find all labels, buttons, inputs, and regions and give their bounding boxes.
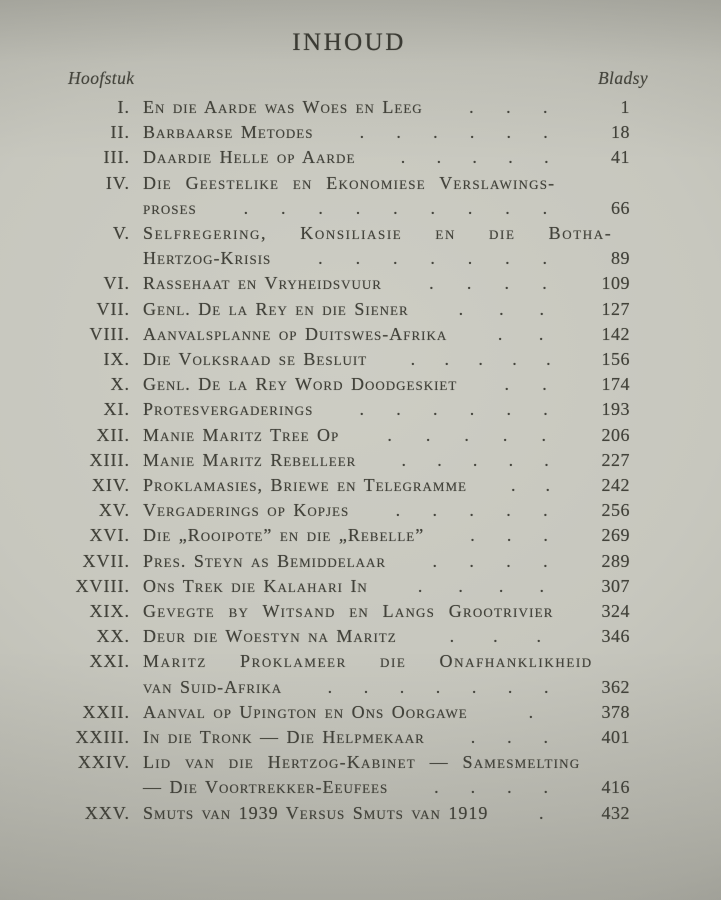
toc-row xyxy=(68,120,630,145)
chapter-title-text: Barbaarse Metodes xyxy=(143,122,314,143)
chapter-entry xyxy=(143,624,630,649)
chapter-numeral: III. xyxy=(103,147,130,168)
column-headers xyxy=(68,68,648,89)
page-number: 1 xyxy=(620,97,630,117)
page-number: 174 xyxy=(601,374,630,395)
dot-leader: . . . xyxy=(469,97,548,117)
toc-line xyxy=(143,599,630,624)
dot-leader: . . . . . xyxy=(400,147,549,168)
chapter-numeral: XV. xyxy=(98,500,130,521)
chapter-numeral: I. xyxy=(117,97,130,117)
chapter-title-text: proses xyxy=(143,197,197,218)
chapter-entry xyxy=(143,599,630,624)
page-number: 206 xyxy=(601,424,630,445)
toc-row xyxy=(68,372,630,397)
chapter-entry xyxy=(143,801,630,826)
chapter-title-text: Manie Maritz Tree Op xyxy=(143,424,340,445)
toc xyxy=(68,95,630,826)
chapter-entry xyxy=(143,347,630,372)
toc-row xyxy=(68,448,630,473)
toc-line xyxy=(143,196,630,221)
toc-line xyxy=(143,675,630,700)
toc-row xyxy=(68,347,630,372)
chapter-entry xyxy=(143,221,630,271)
page-number: 416 xyxy=(601,777,630,798)
toc-row xyxy=(68,498,630,523)
toc-line xyxy=(143,423,630,448)
dot-leader: . . . . . . . . . xyxy=(243,197,548,218)
dot-leader: . xyxy=(528,701,534,722)
page-number: 89 xyxy=(611,248,630,269)
chapter-title-text: Genl. De la Rey en die Siener xyxy=(143,298,409,319)
dot-leader: . . . xyxy=(458,298,545,319)
toc-line xyxy=(143,95,630,120)
page-number: 401 xyxy=(601,726,630,747)
toc-line xyxy=(143,624,630,649)
chapter-title-text: Aanval op Upington en Ons Oorgawe xyxy=(143,701,468,722)
toc-line xyxy=(143,120,630,145)
dot-leader: . . . . xyxy=(432,550,548,571)
chapter-title-text: Die Geestelike en Ekonomiese Verslawings- xyxy=(143,172,556,193)
chapter-entry xyxy=(143,725,630,750)
chapter-entry xyxy=(143,145,630,170)
chapter-numeral: XI. xyxy=(103,399,130,420)
chapter-numeral: XIII. xyxy=(89,449,130,470)
toc-line xyxy=(143,775,630,800)
chapter-title-text: Pres. Steyn as Bemiddelaar xyxy=(143,550,387,571)
page-number: 324 xyxy=(601,601,630,621)
toc-line xyxy=(143,574,630,599)
dot-leader: . . . . xyxy=(417,575,544,596)
toc-row xyxy=(68,473,630,498)
chapter-numeral: XVI. xyxy=(89,525,130,546)
page-number: 18 xyxy=(611,122,630,143)
chapter-title-text: Deur die Woestyn na Maritz xyxy=(143,626,397,647)
dot-leader: . . . . . xyxy=(410,348,551,369)
chapter-entry xyxy=(143,649,630,699)
page-number: 346 xyxy=(601,626,630,647)
chapter-title-text: van Suid-Afrika xyxy=(143,676,283,697)
page-number: 127 xyxy=(601,298,630,319)
page-number: 227 xyxy=(601,449,630,470)
chapter-title-text: — Die Voortrekker-Eeufees xyxy=(143,777,389,798)
chapter-numeral: XVIII. xyxy=(75,575,130,596)
chapter-entry xyxy=(143,574,630,599)
toc-line xyxy=(143,649,630,674)
toc-line xyxy=(143,322,630,347)
page-number: 156 xyxy=(601,348,630,369)
page-number: 193 xyxy=(601,399,630,420)
toc-row xyxy=(68,95,630,120)
chapter-entry xyxy=(143,95,630,120)
toc-row xyxy=(68,574,630,599)
toc-line xyxy=(143,347,630,372)
page-number: 378 xyxy=(601,701,630,722)
toc-line xyxy=(143,700,630,725)
toc-row xyxy=(68,171,630,221)
toc-row xyxy=(68,649,630,699)
column-header-chapter: Hoofstuk xyxy=(68,68,135,88)
chapter-entry xyxy=(143,322,630,347)
chapter-title-text: Protesvergaderings xyxy=(143,399,314,420)
toc-line xyxy=(143,523,630,548)
chapter-numeral: X. xyxy=(110,374,130,395)
chapter-title-text: Lid van die Hertzog-Kabinet — Samesmelting xyxy=(143,752,581,773)
chapter-title-text: Maritz Proklameer die Onafhanklikheid xyxy=(143,651,593,672)
toc-line xyxy=(143,171,630,196)
chapter-title-text: Ons Trek die Kalahari In xyxy=(143,575,368,596)
toc-row xyxy=(68,297,630,322)
page-number: 41 xyxy=(611,147,630,168)
page-title: INHOUD xyxy=(292,29,406,56)
chapter-title-text: Rassehaat en Vryheidsvuur xyxy=(143,273,382,294)
toc-line xyxy=(143,246,630,271)
chapter-numeral: IV. xyxy=(105,172,130,193)
toc-row xyxy=(68,624,630,649)
toc-line xyxy=(143,397,630,422)
toc-line xyxy=(143,145,630,170)
dot-leader: . . . . . xyxy=(401,449,549,470)
chapter-entry xyxy=(143,271,630,296)
chapter-entry xyxy=(143,498,630,523)
dot-leader: . . . . . . . xyxy=(327,676,549,697)
chapter-numeral: XXIV. xyxy=(77,752,130,773)
chapter-entry xyxy=(143,448,630,473)
page-number: 307 xyxy=(601,575,630,596)
chapter-title-text: Aanvalsplanne op Duitswes-Afrika xyxy=(143,323,448,344)
chapter-title-text: Daardie Helle op Aarde xyxy=(143,147,356,168)
chapter-numeral: XXI. xyxy=(89,651,130,672)
dot-leader: . . . xyxy=(470,726,549,747)
chapter-entry xyxy=(143,549,630,574)
toc-row xyxy=(68,523,630,548)
chapter-title-text: In die Tronk — Die Helpmekaar xyxy=(143,726,425,747)
chapter-entry xyxy=(143,397,630,422)
column-header-page: Bladsy xyxy=(597,68,648,88)
chapter-entry xyxy=(143,423,630,448)
chapter-entry xyxy=(143,120,630,145)
dot-leader: . . . . . . xyxy=(359,399,548,420)
toc-row xyxy=(68,725,630,750)
chapter-numeral: IX. xyxy=(103,348,130,369)
page-number: 256 xyxy=(601,500,630,521)
dot-leader: . . xyxy=(497,323,544,344)
chapter-title-text: Vergaderings op Kopjes xyxy=(143,500,350,521)
chapter-title-text: Manie Maritz Rebelleer xyxy=(143,449,357,470)
chapter-title-text: Hertzog-Krisis xyxy=(143,248,272,269)
toc-line xyxy=(143,372,630,397)
toc-line xyxy=(143,448,630,473)
dot-leader: . . . xyxy=(449,626,542,647)
chapter-title-text: Proklamasies, Briewe en Telegramme xyxy=(143,474,467,495)
toc-row xyxy=(68,599,630,624)
toc-line xyxy=(143,801,630,826)
chapter-title-text: Die Volksraad se Besluit xyxy=(143,348,368,369)
toc-row xyxy=(68,423,630,448)
chapter-numeral: XVII. xyxy=(82,550,130,571)
toc-row xyxy=(68,322,630,347)
page-number: 142 xyxy=(601,323,630,344)
chapter-numeral: XIV. xyxy=(91,474,130,495)
toc-row xyxy=(68,549,630,574)
dot-leader: . . . . . xyxy=(395,500,548,521)
chapter-entry xyxy=(143,523,630,548)
chapter-entry xyxy=(143,297,630,322)
chapter-numeral: VI. xyxy=(103,273,130,294)
chapter-title-text: En die Aarde was Woes en Leeg xyxy=(143,97,423,117)
chapter-title-text: Gevegte by Witsand en Langs Grootrivier xyxy=(143,601,554,621)
page-number: 242 xyxy=(601,474,630,495)
dot-leader: . . . . . . xyxy=(359,122,548,143)
dot-leader: . . . . . xyxy=(387,424,546,445)
chapter-numeral: XII. xyxy=(96,424,130,445)
chapter-entry xyxy=(143,473,630,498)
toc-line xyxy=(143,725,630,750)
chapter-numeral: XXII. xyxy=(82,701,130,722)
dot-leader: . xyxy=(538,802,544,823)
toc-row xyxy=(68,221,630,271)
toc-line xyxy=(143,498,630,523)
chapter-entry xyxy=(143,372,630,397)
chapter-title-text: Die „Rooipote” en die „Rebelle” xyxy=(143,525,425,546)
toc-row xyxy=(68,145,630,170)
page-number: 66 xyxy=(611,197,630,218)
dot-leader: . . . . xyxy=(434,777,549,798)
page-number: 109 xyxy=(601,273,630,294)
chapter-title-text: Selfregering, Konsiliasie en die Botha- xyxy=(143,222,613,243)
page-number: 362 xyxy=(601,676,630,697)
chapter-title-text: Smuts van 1939 Versus Smuts van 1919 xyxy=(143,802,489,823)
chapter-numeral: XXIII. xyxy=(75,726,130,747)
toc-line xyxy=(143,549,630,574)
toc-line xyxy=(143,271,630,296)
chapter-numeral: II. xyxy=(110,122,130,143)
page-number: 269 xyxy=(601,525,630,546)
dot-leader: . . . . . . . xyxy=(318,248,548,269)
dot-leader: . . . xyxy=(470,525,548,546)
chapter-numeral: VII. xyxy=(96,298,130,319)
dot-leader: . . . . xyxy=(429,273,547,294)
toc-line xyxy=(143,750,630,775)
chapter-numeral: XXV. xyxy=(84,802,130,823)
page-number: 432 xyxy=(601,802,630,823)
chapter-entry xyxy=(143,171,630,221)
page-number: 289 xyxy=(601,550,630,571)
toc-line xyxy=(143,473,630,498)
toc-row xyxy=(68,801,630,826)
toc-line xyxy=(143,221,630,246)
chapter-numeral: XX. xyxy=(96,626,130,647)
chapter-entry xyxy=(143,700,630,725)
toc-row xyxy=(68,750,630,800)
chapter-numeral: V. xyxy=(112,222,130,243)
chapter-entry xyxy=(143,750,630,800)
toc-row xyxy=(68,271,630,296)
chapter-title-text: Genl. De la Rey Word Doodgeskiet xyxy=(143,374,458,395)
dot-leader: . . xyxy=(510,474,550,495)
dot-leader: . . xyxy=(504,374,547,395)
toc-row xyxy=(68,397,630,422)
chapter-numeral: VIII. xyxy=(89,323,130,344)
chapter-numeral: XIX. xyxy=(89,601,130,621)
toc-line xyxy=(143,297,630,322)
toc-row xyxy=(68,700,630,725)
